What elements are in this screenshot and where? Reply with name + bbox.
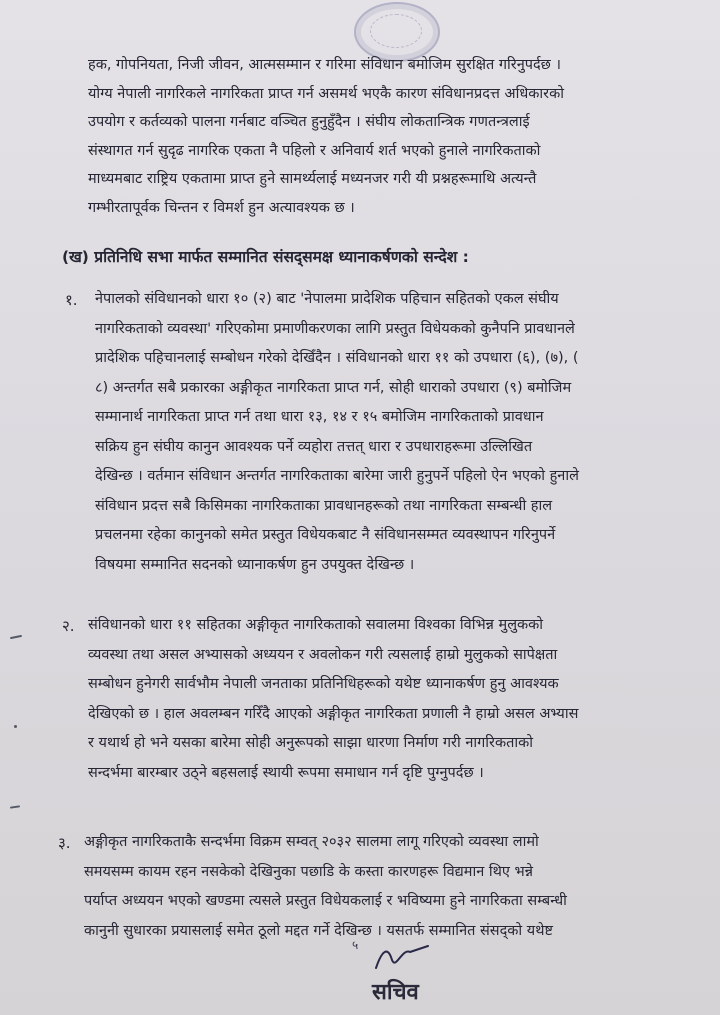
item-line: र यथार्थ हो भने यसका बारेमा सोही अनुरूपको साझा धारणा निर्माण गरी नागरिकताको [88, 735, 534, 751]
intro-line: उपयोग र कर्तव्यको पालना गर्नबाट वञ्चित हुनुहुँदैन । संघीय लोकतान्त्रिक गणतन्त्रलाई [88, 114, 530, 130]
intro-line: योग्य नेपाली नागरिकले नागरिकता प्राप्त गर्न असमर्थ भएकै कारण संविधानप्रदत्त अधिकारको [88, 85, 564, 102]
item-line: अङ्गीकृत नागरिकताकै सन्दर्भमा विक्रम सम्वत् २०३२ सालमा लागू गरिएको व्यवस्था लामो [84, 834, 539, 850]
item-line: प्रचलनमा रहेका कानुनको समेत प्रस्तुत विधेयकबाट नै संविधानसम्मत व्यवस्थापन गरिनुपर्ने [95, 527, 556, 543]
item-line: सम्मानार्थ नागरिकता प्राप्त गर्न तथा धारा १३, १४ र १५ बमोजिम नागरिकताको प्रावधान [95, 409, 544, 425]
intro-paragraph [88, 51, 668, 222]
item-line: नेपालको संविधानको धारा १० (२) बाट 'नेपालमा प्रादेशिक पहिचान सहितको एकल संघीय [95, 291, 559, 307]
item-line: व्यवस्था तथा असल अभ्यासको अध्ययन र अवलोकन गरी त्यसलाई हाम्रो मुलुकको सापेक्षता [88, 646, 558, 663]
item-line: कानुनी सुधारका प्रयासलाई समेत ठूलो मद्दत गर्ने देखिन्छ । यसतर्फ सम्मानित संसद्को यथेष्ट [84, 922, 553, 939]
margin-mark [10, 805, 20, 808]
item-line: संविधान प्रदत्त सबै किसिमका नागरिकताका प्रावधानहरूको तथा नागरिकता सम्बन्धी हाल [95, 497, 553, 514]
margin-mark [10, 635, 22, 639]
intro-line: संस्थागत गर्न सुदृढ नागरिक एकता नै पहिलो र अनिवार्य शर्त भएको हुनाले नागरिकताको [88, 142, 541, 159]
list-item-2 [88, 611, 678, 788]
signatory-title: सचिव [372, 980, 419, 1005]
item-number: १. [65, 291, 78, 309]
item-line: सक्रिय हुन संघीय कानुन आवश्यक पर्ने व्यहोरा तत्तत् धारा र उपधाराहरूमा उल्लिखित [95, 438, 533, 455]
item-line: सन्दर्भमा बारम्बार उठ्ने बहसलाई स्थायी रूपमा समाधान गर्न दृष्टि पुग्नुपर्दछ । [88, 764, 484, 781]
item-line: विषयमा सम्मानित सदनको ध्यानाकर्षण हुन उपयुक्त देखिन्छ । [95, 556, 415, 573]
signature-mark [372, 942, 432, 972]
item-line: देखिएको छ । हाल अवलम्बन गरिँदै आएको अङ्गीकृत नागरिकता प्रणाली नै हाम्रो असल अभ्यास [88, 705, 579, 722]
item-line: सम्बोधन हुनेगरी सार्वभौम नेपाली जनताका प्रतिनिधिहरूको यथेष्ट ध्यानाकर्षण हुनु आवश्यक [88, 676, 559, 692]
item-number: ३. [58, 834, 71, 852]
item-line: समयसम्म कायम रहन नसकेको देखिनुका पछाडि के कस्ता कारणहरू विद्यमान थिए भन्ने [84, 863, 533, 880]
item-line: पर्याप्त अध्ययन भएको खण्डमा त्यसले प्रस्तुत विधेयकलाई र भविष्यमा हुने नागरिकता सम्बन्धी [84, 893, 567, 909]
item-line: नागरिकताको व्यवस्था' गरिएकोमा प्रमाणीकरणका लागि प्रस्तुत विधेयकको कुनैपनि प्रावधानले [95, 320, 575, 337]
page-mark: ५ [352, 938, 359, 952]
list-item-1 [95, 285, 685, 580]
intro-line: गम्भीरतापूर्वक चिन्तन र विमर्श हुन अत्यावश्यक छ । [88, 199, 355, 216]
section-heading: (ख) प्रतिनिधि सभा मार्फत सम्मानित संसद्समक्ष ध्यानाकर्षणको सन्देश : [62, 248, 469, 266]
list-item-3 [84, 828, 684, 946]
item-line: ८) अन्तर्गत सबै प्रकारका अङ्गीकृत नागरिकता प्राप्त गर्न, सोही धाराको उपधारा (९) बमोजिम [95, 379, 572, 396]
margin-mark [14, 725, 17, 728]
item-number: २. [62, 617, 75, 635]
item-line: देखिन्छ । वर्तमान संविधान अन्तर्गत नागरिकताका बारेमा जारी हुनुपर्ने पहिलो ऐन भएको हुनाले [95, 468, 579, 484]
item-line: प्रादेशिक पहिचानलाई सम्बोधन गरेको देखिँदैन । संविधानको धारा ११ को उपधारा (६), (७), ( [95, 350, 579, 366]
intro-line: हक, गोपनियता, निजी जीवन, आत्मसम्मान र गरिमा संविधान बमोजिम सुरक्षित गरिनुपर्दछ । [88, 57, 561, 73]
item-line: संविधानको धारा ११ सहितका अङ्गीकृत नागरिकताको सवालमा विश्वका विभिन्न मुलुकको [88, 617, 544, 633]
intro-line: माध्यमबाट राष्ट्रिय एकतामा प्राप्त हुने सामर्थ्यलाई मध्यनजर गरी यी प्रश्नहरूमाथि अत्यन्तै [88, 171, 537, 187]
